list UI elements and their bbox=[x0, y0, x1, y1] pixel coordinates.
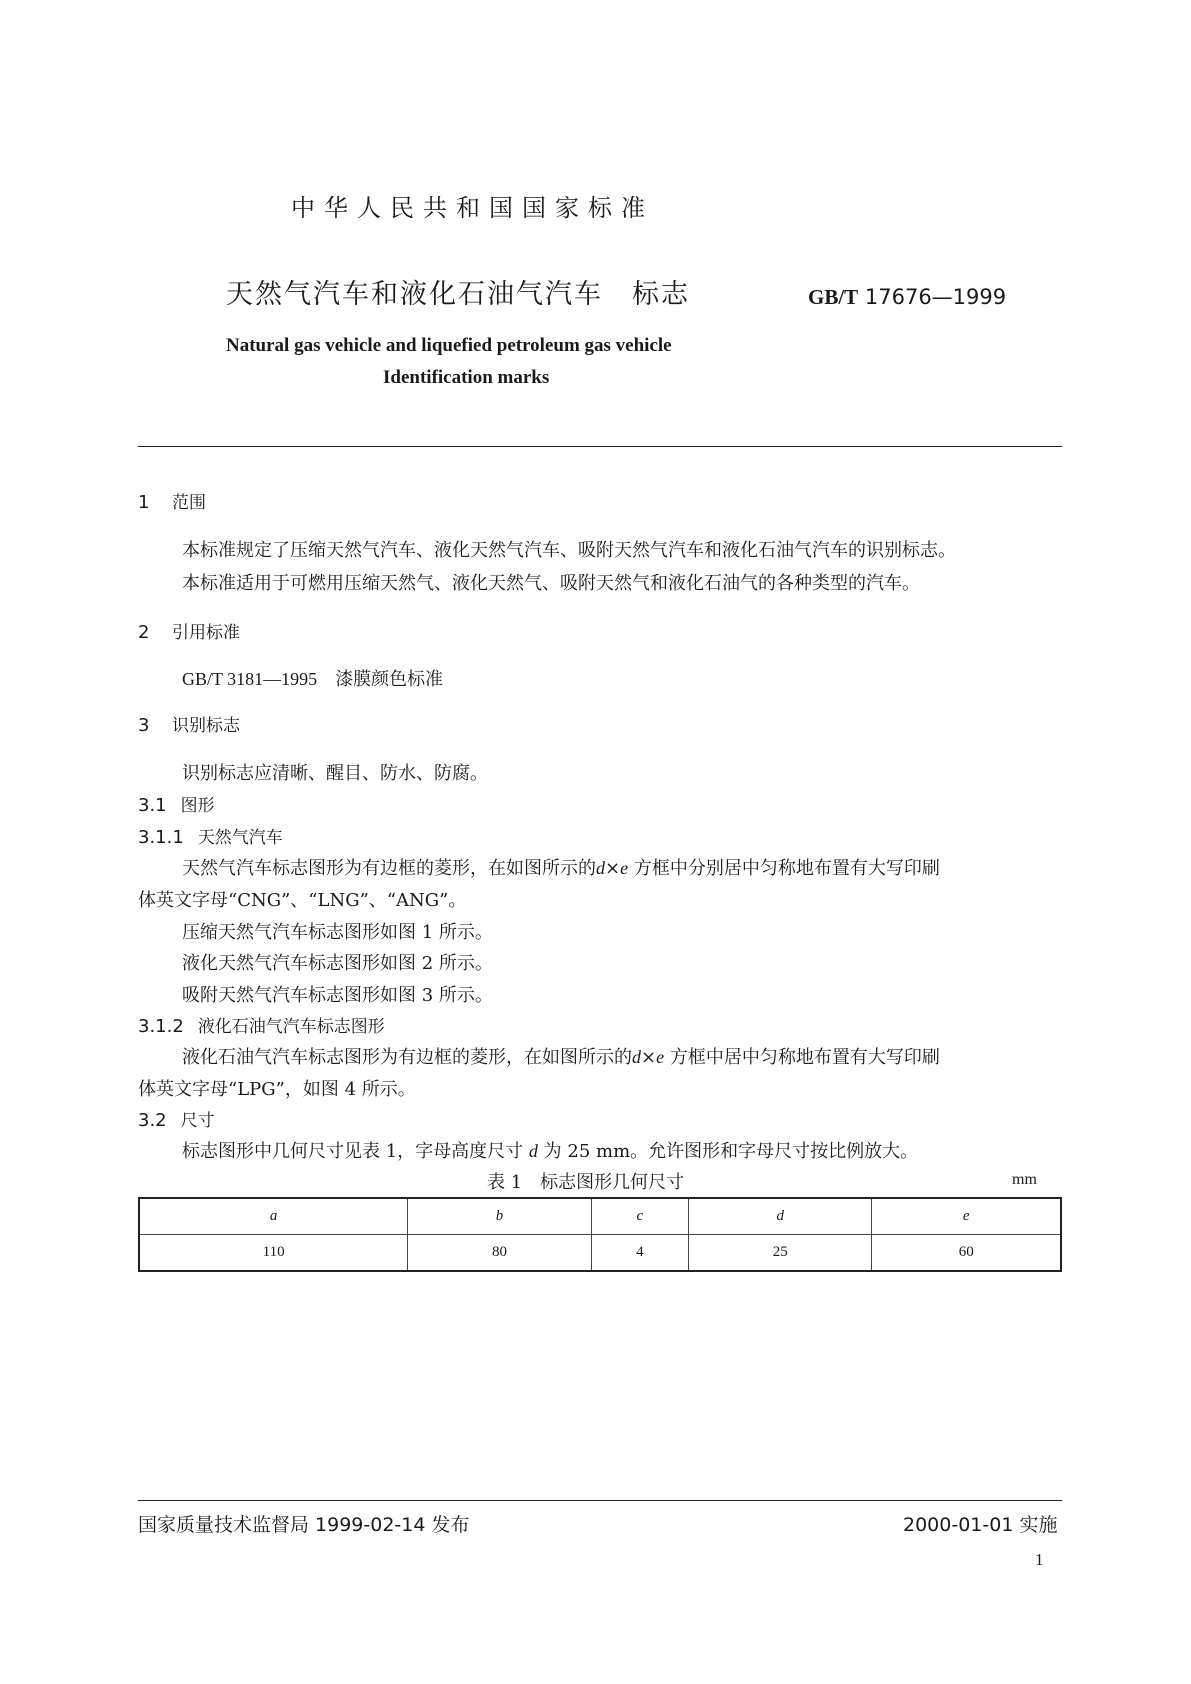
section-3-1-1-heading bbox=[138, 823, 283, 848]
section-number: 3.2 bbox=[138, 1110, 167, 1131]
section-number: 3.1.2 bbox=[138, 1016, 184, 1037]
var-e: e bbox=[620, 858, 629, 878]
section-3-1-2-paragraph-1-line-2: 体英文字母“LPG”，如图 4 所示。 bbox=[138, 1079, 416, 1100]
section-3-1-1-paragraph-4: 吸附天然气汽车标志图形如图 3 所示。 bbox=[182, 985, 493, 1006]
section-3-heading bbox=[138, 711, 240, 736]
reference-code: GB/T 3181—1995 bbox=[182, 669, 318, 689]
table-cell: 4 bbox=[591, 1235, 688, 1272]
table-cell: 80 bbox=[408, 1235, 591, 1272]
section-3-1-1-paragraph-3: 液化天然气汽车标志图形如图 2 所示。 bbox=[182, 953, 493, 974]
text-run: 方框中分别居中匀称地布置有大写印刷 bbox=[633, 858, 940, 879]
section-3-1-1-paragraph-1-line-2: 体英文字母“CNG”、“LNG”、“ANG”。 bbox=[138, 890, 467, 911]
text-run: 液化石油气汽车标志图形为有边框的菱形，在如图所示的 bbox=[182, 1047, 632, 1068]
section-3-1-1-paragraph-1-line-1 bbox=[182, 854, 940, 880]
var-d: d bbox=[528, 1141, 538, 1161]
table-cell: 25 bbox=[689, 1235, 872, 1272]
section-number: 3.1.1 bbox=[138, 827, 184, 848]
table-cell: 60 bbox=[872, 1235, 1061, 1272]
times-sign: × bbox=[641, 1047, 657, 1068]
section-3-paragraph-1: 识别标志应清晰、醒目、防水、防腐。 bbox=[182, 763, 488, 784]
text-run: 天然气汽车标志图形为有边框的菱形，在如图所示的 bbox=[182, 858, 596, 879]
section-title: 范围 bbox=[172, 493, 206, 513]
section-number: 2 bbox=[138, 622, 150, 643]
text-run: 为 25 mm。允许图形和字母尺寸按比例放大。 bbox=[543, 1141, 919, 1162]
section-3-1-heading bbox=[138, 791, 215, 816]
standard-code-prefix: GB/T bbox=[808, 285, 859, 309]
section-number: 3.1 bbox=[138, 795, 167, 816]
var-e: e bbox=[656, 1047, 665, 1067]
section-title: 尺寸 bbox=[180, 1111, 215, 1131]
footer-divider bbox=[138, 1500, 1062, 1501]
table-header-cell: a bbox=[139, 1198, 408, 1235]
geometry-dimensions-table bbox=[138, 1197, 1062, 1272]
section-3-2-paragraph-1 bbox=[182, 1137, 918, 1163]
effective-statement: 2000-01-01 实施 bbox=[903, 1514, 1058, 1536]
table-unit: mm bbox=[1012, 1171, 1037, 1188]
normative-reference bbox=[182, 665, 443, 691]
document-title-en-line2: Identification marks bbox=[383, 367, 550, 388]
table-header-cell: b bbox=[408, 1198, 591, 1235]
section-3-1-2-paragraph-1-line-1 bbox=[182, 1043, 940, 1069]
table-header-row bbox=[139, 1198, 1061, 1235]
section-3-1-2-heading bbox=[138, 1012, 385, 1037]
section-1-heading bbox=[138, 488, 206, 513]
section-3-2-heading bbox=[138, 1106, 215, 1131]
table-row bbox=[139, 1235, 1061, 1272]
table-header-cell: e bbox=[872, 1198, 1061, 1235]
text-run: 标志图形中几何尺寸见表 1，字母高度尺寸 bbox=[182, 1141, 524, 1162]
table-cell: 110 bbox=[139, 1235, 408, 1272]
section-title: 识别标志 bbox=[172, 716, 240, 736]
table-header-cell: d bbox=[689, 1198, 872, 1235]
var-d: d bbox=[632, 1047, 641, 1067]
text-run: 方框中居中匀称地布置有大写印刷 bbox=[669, 1047, 940, 1068]
page-number: 1 bbox=[1035, 1550, 1044, 1569]
times-sign: × bbox=[605, 858, 621, 879]
section-1-paragraph-2: 本标准适用于可燃用压缩天然气、液化天然气、吸附天然气和液化石油气的各种类型的汽车。 bbox=[182, 573, 920, 594]
issue-statement: 国家质量技术监督局 1999-02-14 发布 bbox=[138, 1514, 470, 1536]
section-title: 图形 bbox=[180, 796, 215, 816]
section-title: 液化石油气汽车标志图形 bbox=[197, 1017, 385, 1037]
standard-code-number: 17676—1999 bbox=[864, 285, 1007, 309]
document-title-cn: 天然气汽车和液化石油气汽车 标志 bbox=[226, 279, 690, 310]
section-3-1-1-paragraph-2: 压缩天然气汽车标志图形如图 1 所示。 bbox=[182, 922, 493, 943]
var-d: d bbox=[596, 858, 605, 878]
section-number: 3 bbox=[138, 715, 150, 736]
header-divider bbox=[138, 446, 1062, 447]
section-title: 引用标准 bbox=[172, 623, 240, 643]
standard-title: 中华人民共和国国家标准 bbox=[291, 194, 654, 222]
document-title-en-line1: Natural gas vehicle and liquefied petroleum gas vehicle bbox=[226, 335, 672, 356]
table-caption: 表 1 标志图形几何尺寸 bbox=[487, 1172, 685, 1193]
section-number: 1 bbox=[138, 492, 150, 513]
standard-code bbox=[808, 285, 1006, 310]
section-2-heading bbox=[138, 618, 240, 643]
table-header-cell: c bbox=[591, 1198, 688, 1235]
section-1-paragraph-1: 本标准规定了压缩天然气汽车、液化天然气汽车、吸附天然气汽车和液化石油气汽车的识别标志。 bbox=[182, 540, 956, 561]
section-title: 天然气汽车 bbox=[197, 828, 283, 848]
reference-title: 漆膜颜色标准 bbox=[335, 669, 444, 690]
